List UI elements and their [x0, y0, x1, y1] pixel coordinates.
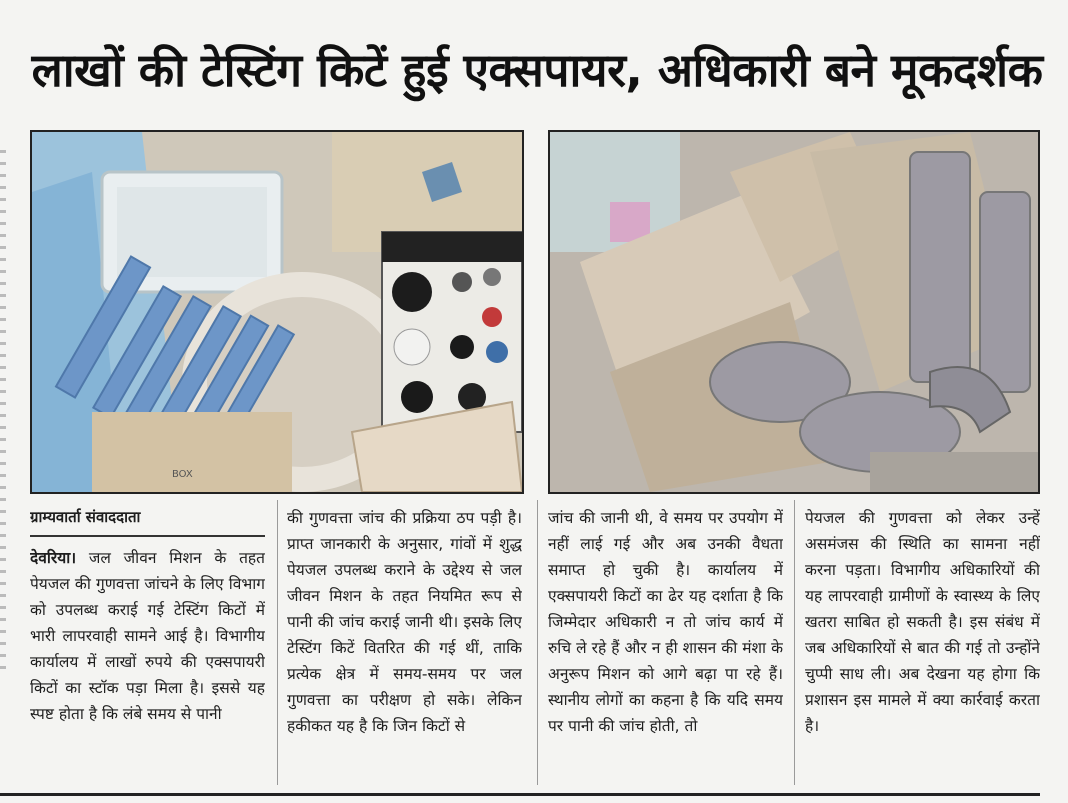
- dateline: देवरिया।: [30, 549, 77, 567]
- article-text: पेयजल की गुणवत्ता को लेकर उन्हें असमंजस की स्थिति का सामना नहीं करना पड़ता। विभागीय अधिकारियों की यह लापरवाही ग्रामीणों के स्वास्थ्य के लिए खतरा साबित हो सकती है। इस संबंध में जब अधिकारियों से बात की गई तो उन्होंने चुप्पी साध ली। अब देखना यह होगा कि प्रशासन इस मामले में क्या कार्रवाई करता है।: [805, 509, 1040, 735]
- column-rule: [277, 500, 278, 785]
- photo-dusty-cartons: [548, 130, 1040, 494]
- page-fold-edge: [0, 150, 6, 670]
- box-label: BOX: [172, 469, 193, 480]
- headline: लाखों की टेस्टिंग किटें हुई एक्सपायर, अधिकारी बने मूकदर्शक: [31, 43, 1043, 97]
- photo-expired-testing-kits: [30, 130, 524, 494]
- article-text: की गुणवत्ता जांच की प्रक्रिया ठप पड़ी है। प्राप्त जानकारी के अनुसार, गांवों में शुद्ध पेयजल उपलब्ध कराने के उद्देश्य से जल जीवन मिशन के तहत नियमित रूप से पानी की जांच कराई जानी थी। इसके लिए टेस्टिंग किटें वितरित की गई थीं, ताकि प्रत्येक क्षेत्र में समय-समय पर जल गुणवत्ता का परीक्षण हो सके। लेकिन हकीकत यह है कि जिन किटों से: [287, 509, 522, 735]
- byline: ग्राम्यवार्ता संवाददाता: [30, 505, 265, 537]
- article-column-3: [548, 505, 783, 790]
- column-rule: [537, 500, 538, 785]
- article-column-1: [30, 505, 265, 790]
- article-column-4: [805, 505, 1040, 790]
- bottom-rule: [0, 793, 1040, 796]
- article-text: जांच की जानी थी, वे समय पर उपयोग में नहीं लाई गई और अब उनकी वैधता समाप्त हो चुकी है। कार्यालय में एक्सपायरी किटों का ढेर यह दर्शाता है कि जिम्मेदार अधिकारी न तो जांच कार्य में रुचि ले रहे हैं और न ही शासन की मंशा के अनुरूप मिशन को आगे बढ़ा पा रहे हैं। स्थानीय लोगों का कहना है कि यदि समय पर पानी की जांच होती, तो: [548, 509, 783, 735]
- article-column-2: [287, 505, 522, 790]
- column-rule: [794, 500, 795, 785]
- article-text: जल जीवन मिशन के तहत पेयजल की गुणवत्ता जांचने के लिए विभाग को उपलब्ध कराई गई टेस्टिंग किटों में भारी लापरवाही सामने आई है। विभागीय कार्यालय में लाखों रुपये की एक्सपायरी किटों का स्टॉक पड़ा मिला है। इससे यह स्पष्ट होता है कि लंबे समय से पानी: [30, 549, 265, 723]
